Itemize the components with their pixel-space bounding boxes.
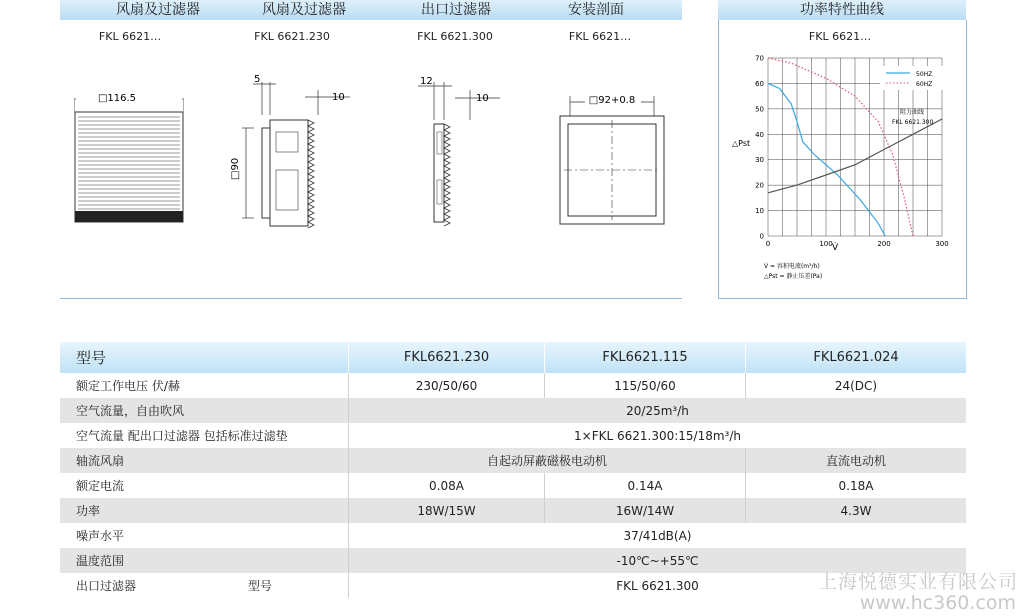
table-row — [60, 448, 966, 473]
footnote-flow: V̇ = 容积电流(m³/h) — [764, 263, 820, 270]
table-row — [60, 423, 966, 448]
table-cell: 4.3W — [746, 498, 967, 523]
x-tick-label: 0 — [765, 240, 771, 248]
header-outlet-filter: 出口过滤器 — [421, 2, 491, 18]
chart-legend — [880, 66, 950, 90]
table-cell: 115/50/60 — [545, 373, 746, 398]
table-cell: -10℃~+55℃ — [349, 548, 967, 573]
row-label: 出口过滤器 — [76, 579, 137, 593]
curve-annotation-1: 阻力曲线 — [900, 109, 925, 116]
row-label: 温度范围 — [60, 548, 349, 573]
table-cell: 18W/15W — [349, 498, 545, 523]
front-view-drawing — [75, 93, 183, 222]
dim-side2-overhang: 10 — [476, 93, 489, 104]
curve-annotation-2: FKL 6621.300 — [892, 119, 934, 126]
dim-side2-depth: 12 — [420, 76, 433, 87]
row-sublabel: 型号 — [248, 579, 273, 593]
x-tick-label: 100 — [819, 240, 833, 248]
side-view-fan-filter — [230, 74, 350, 228]
curve-right-line — [966, 20, 967, 298]
watermark-url: www.hc360.com — [859, 592, 1016, 614]
watermark-company: 上海悦德实业有限公司 — [817, 571, 1018, 593]
y-tick-label: 60 — [755, 79, 764, 88]
dim-side1-overhang: 10 — [332, 92, 345, 103]
technical-drawings — [0, 20, 682, 300]
header-fan-filter-2: 风扇及过滤器 — [262, 2, 346, 18]
model-label-3: FKL 6621.300 — [417, 30, 493, 43]
dim-front-width: □116.5 — [97, 93, 137, 104]
power-curve-chart — [720, 46, 966, 282]
table-row — [60, 523, 966, 548]
table-cell: 20/25m³/h — [349, 398, 967, 423]
curve-header-bar — [718, 0, 966, 20]
row-label: 额定工作电压 伏/赫 — [76, 379, 180, 393]
drawings-header-bar — [60, 0, 682, 20]
header-model-230: FKL6621.230 — [349, 342, 545, 373]
y-axis-label: △Pst — [732, 139, 751, 148]
dim-side1-depth: 5 — [254, 74, 261, 85]
header-model-024: FKL6621.024 — [746, 342, 967, 373]
row-label: 噪声水平 — [76, 529, 125, 543]
row-label: 额定电流 — [76, 479, 125, 493]
table-row — [60, 498, 966, 523]
table-header-row — [60, 342, 966, 373]
table-row — [60, 373, 966, 398]
table-row — [60, 473, 966, 498]
y-tick-label: 40 — [755, 130, 764, 139]
model-label-1: FKL 6621… — [98, 30, 162, 43]
curve-bottom-line — [718, 298, 967, 299]
curve-left-line — [718, 20, 719, 298]
row-label: 功率 — [60, 498, 349, 523]
row-label-group — [60, 573, 349, 598]
header-fan-filter-1: 风扇及过滤器 — [116, 2, 200, 18]
table-cell: FKL 6621.300 — [349, 573, 967, 598]
table-cell: 自起动屏蔽磁极电动机 — [349, 448, 746, 473]
table-cell: 37/41dB(A) — [349, 523, 967, 548]
header-model: 型号 — [60, 342, 349, 373]
header-model-115: FKL6621.115 — [545, 342, 746, 373]
row-label: 轴流风扇 — [60, 448, 349, 473]
model-label-2: FKL 6621.230 — [254, 30, 330, 43]
mounting-cutout-drawing — [560, 94, 664, 224]
y-tick-label: 70 — [755, 54, 764, 63]
dim-cutout: □92+0.8 — [588, 95, 636, 106]
dim-side1-height: □90 — [230, 157, 241, 180]
y-tick-label: 20 — [755, 181, 764, 190]
x-tick-label: 300 — [935, 240, 949, 248]
x-tick-label: 200 — [877, 240, 891, 248]
y-tick-label: 0 — [759, 232, 764, 241]
model-label-5: FKL 6621… — [808, 30, 872, 43]
model-label-4: FKL 6621… — [568, 30, 632, 43]
table-cell: 直流电动机 — [746, 448, 967, 473]
table-cell: 1×FKL 6621.300:15/18m³/h — [349, 423, 967, 448]
row-label: 空气流量，自由吹风 — [60, 398, 349, 423]
row-label: 空气流量 配出口过滤器 包括标准过滤垫 — [76, 429, 288, 443]
y-tick-label: 50 — [755, 105, 764, 114]
legend-60hz: 60HZ — [916, 81, 933, 88]
y-tick-label: 30 — [755, 156, 764, 165]
side-view-outlet-filter — [418, 76, 500, 226]
y-tick-label: 10 — [755, 207, 764, 216]
table-row — [60, 398, 966, 423]
legend-50hz: 50HZ — [916, 71, 933, 78]
spec-table — [60, 342, 966, 598]
x-axis-label: V̇ — [832, 243, 839, 253]
table-cell: 24(DC) — [746, 373, 967, 398]
table-cell: 16W/14W — [545, 498, 746, 523]
table-cell: 230/50/60 — [349, 373, 545, 398]
header-power-curve: 功率特性曲线 — [800, 2, 884, 18]
footnote-pressure: △Pst = 静止压差(Pa) — [764, 273, 823, 280]
table-cell: 0.18A — [746, 473, 967, 498]
table-cell: 0.08A — [349, 473, 545, 498]
header-mounting-section: 安装剖面 — [568, 2, 624, 18]
table-cell: 0.14A — [545, 473, 746, 498]
